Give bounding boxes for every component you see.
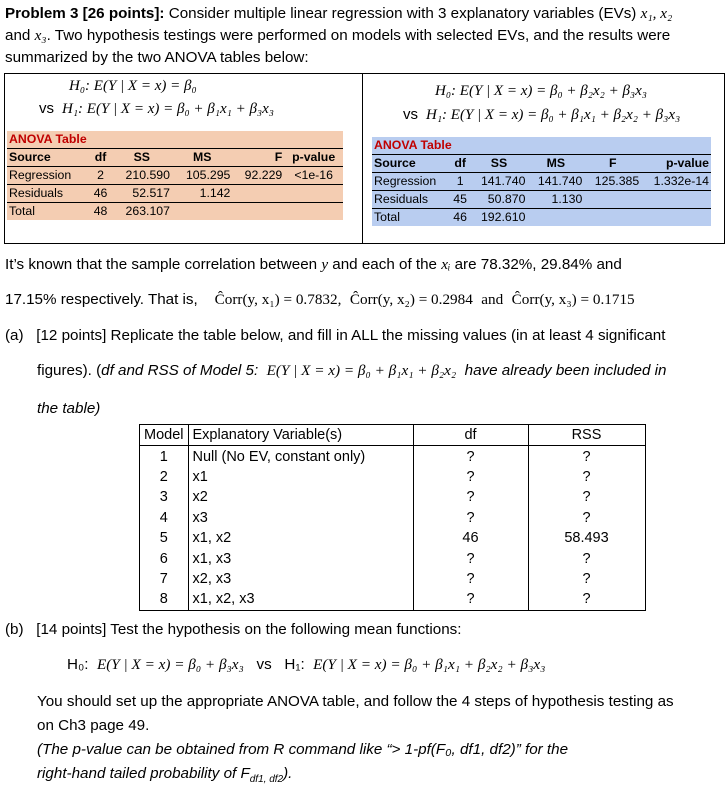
left-h1: H₁: E(Y | X = x) = β₀ + β₁x₁ + β₃x₃ xyxy=(62,101,275,117)
left-cell: 1.142 xyxy=(172,185,232,203)
model-ev: x1, x2 xyxy=(188,528,413,548)
part-b-label: (b) xyxy=(5,621,24,638)
model-df: 46 xyxy=(413,528,528,548)
left-cell: 46 xyxy=(90,185,112,203)
left-h0: H₀: E(Y | X = x) = β₀ xyxy=(69,78,197,94)
model-num: 7 xyxy=(140,569,189,589)
left-cell: 263.107 xyxy=(125,204,170,218)
right-cell: Total xyxy=(374,210,400,224)
table-row xyxy=(140,446,646,467)
model-num: 3 xyxy=(140,487,189,507)
left-head-f: F xyxy=(232,149,284,167)
part-b-h1: E(Y | X = x) = β₀ + β₁x₁ + β₂x₂ + β₃x₃ xyxy=(313,656,546,673)
left-head-df: df xyxy=(90,149,112,167)
model-ev: x2, x3 xyxy=(188,569,413,589)
model-head-df: df xyxy=(413,425,528,446)
right-cell: 50.870 xyxy=(471,191,528,209)
right-row-total xyxy=(372,209,711,227)
intro-line2-pre: and xyxy=(5,27,35,44)
right-cell: 1.130 xyxy=(527,191,584,209)
part-b-text: right-hand tailed probability of F xyxy=(37,765,250,782)
right-anova-panel xyxy=(363,74,724,243)
corr-text: It’s known that the sample correlation between xyxy=(5,256,322,273)
right-row-residuals xyxy=(372,191,711,209)
model-rss: ? xyxy=(528,467,645,487)
part-b-line4: on Ch3 page 49. xyxy=(37,717,150,734)
right-cell: 141.740 xyxy=(471,173,528,191)
table-row xyxy=(140,589,646,610)
correlation-line2 xyxy=(5,291,635,309)
left-cell: <1e-16 xyxy=(284,167,343,185)
part-b-h0: E(Y | X = x) = β₀ + β₃x₃ xyxy=(96,656,244,673)
left-cell xyxy=(232,185,284,203)
right-cell: Regression xyxy=(372,173,450,191)
model-num: 6 xyxy=(140,548,189,568)
part-b-h0-label: H₀: xyxy=(67,656,89,673)
left-head-ss: SS xyxy=(112,149,172,167)
left-row-total xyxy=(7,203,343,221)
left-cell: 210.590 xyxy=(112,167,172,185)
model-ev: x1, x3 xyxy=(188,548,413,568)
corr-c3: Ĉorr(y, x₃) = 0.1715 xyxy=(511,291,635,308)
model-rss: ? xyxy=(528,446,645,467)
part-b-hypotheses xyxy=(67,656,545,674)
left-cell xyxy=(284,185,343,203)
model-rss: ? xyxy=(528,487,645,507)
right-cell: 141.740 xyxy=(527,173,584,191)
anova-panels xyxy=(4,73,725,244)
intro-var-x3: x₃ xyxy=(34,27,47,44)
model-ev: Null (No EV, constant only) xyxy=(188,446,413,467)
right-anova-table xyxy=(372,137,711,226)
left-row-residuals xyxy=(7,185,343,203)
part-b-line6 xyxy=(37,765,292,785)
right-h0: H₀: E(Y | X = x) = β₀ + β₂x₂ + β₃x₃ xyxy=(435,83,648,99)
part-b-h1-label: H₁: xyxy=(284,656,305,673)
model-rss: ? xyxy=(528,589,645,610)
corr-y: y xyxy=(321,256,329,273)
model-table xyxy=(139,424,646,611)
corr-xi: xᵢ xyxy=(441,256,451,273)
right-cell: 1.332e-14 xyxy=(641,173,711,191)
right-vs: vs xyxy=(403,106,418,123)
left-cell: Total xyxy=(9,204,35,218)
right-cell xyxy=(527,209,584,227)
part-a-line3: the table) xyxy=(37,400,101,417)
right-head-df: df xyxy=(450,155,471,173)
right-cell xyxy=(584,209,641,227)
corr-text: and each of the xyxy=(328,256,442,273)
part-b-line1 xyxy=(5,621,461,638)
left-cell: 48 xyxy=(93,204,108,218)
right-anova-title: ANOVA Table xyxy=(372,137,711,155)
model-df: ? xyxy=(413,548,528,568)
model-num: 4 xyxy=(140,508,189,528)
intro-line2: . Two hypothesis testings were performed on models with selected EVs, and the results were xyxy=(46,27,671,44)
right-row-regression xyxy=(372,173,711,191)
problem-intro xyxy=(5,3,721,69)
correlation-line1 xyxy=(5,256,622,274)
part-a-label: (a) xyxy=(5,327,24,344)
right-cell xyxy=(641,191,711,209)
corr-c2: Ĉorr(y, x₂) = 0.2984 xyxy=(349,291,473,308)
right-cell xyxy=(641,209,711,227)
part-b-line3: You should set up the appropriate ANOVA table, and follow the 4 steps of hypothesis testing as xyxy=(37,693,674,710)
model-df: ? xyxy=(413,446,528,467)
table-row xyxy=(140,467,646,487)
model-df: ? xyxy=(413,508,528,528)
right-head-ss: SS xyxy=(471,155,528,173)
left-anova-panel xyxy=(5,74,362,243)
table-row xyxy=(140,569,646,589)
part-b-vs: vs xyxy=(256,656,272,673)
problem-title: Problem 3 [26 points]: xyxy=(5,5,165,22)
part-a-text: [12 points] Replicate the table below, and fill in ALL the missing values (in at least 4 significant xyxy=(36,327,666,344)
left-anova-table xyxy=(7,131,343,220)
left-h1-line xyxy=(39,100,274,118)
part-a-italic: have already been included in xyxy=(464,362,667,379)
model-ev: x1, x2, x3 xyxy=(188,589,413,610)
right-cell xyxy=(584,191,641,209)
left-cell: Residuals xyxy=(7,185,90,203)
corr-and: and xyxy=(481,291,504,308)
part-b-line5: (The p-value can be obtained from R command like “> 1-pf(F₀, df1, df2)” for the xyxy=(37,741,569,758)
model-num: 1 xyxy=(140,446,189,467)
table-row xyxy=(140,548,646,568)
model-rss: ? xyxy=(528,569,645,589)
left-cell xyxy=(172,203,232,221)
intro-line1: Consider multiple linear regression with 3 explanatory variables (EVs) xyxy=(164,5,641,22)
model-num: 5 xyxy=(140,528,189,548)
left-anova-title: ANOVA Table xyxy=(7,131,343,149)
model-ev: x3 xyxy=(188,508,413,528)
model-df: ? xyxy=(413,487,528,507)
part-a-line2 xyxy=(37,362,666,380)
table-row xyxy=(140,508,646,528)
right-head-source: Source xyxy=(372,155,450,173)
right-head-f: F xyxy=(584,155,641,173)
model-rss: ? xyxy=(528,508,645,528)
model-ev: x2 xyxy=(188,487,413,507)
left-cell: 2 xyxy=(90,167,112,185)
right-h1-line xyxy=(403,106,680,124)
corr-c1: Ĉorr(y, x₁) = 0.7832, xyxy=(214,291,342,308)
part-a-formula: E(Y | X = x) = β₀ + β₁x₁ + β₂x₂ xyxy=(266,362,457,379)
right-cell: 192.610 xyxy=(480,210,526,224)
model-num: 8 xyxy=(140,589,189,610)
model-df: ? xyxy=(413,467,528,487)
right-cell: 1 xyxy=(450,173,471,191)
corr-text: 17.15% respectively. That is, xyxy=(5,291,198,308)
model-rss: 58.493 xyxy=(528,528,645,548)
left-cell: Regression xyxy=(7,167,90,185)
part-b-subscript: df1, df2 xyxy=(249,774,284,786)
right-head-ms: MS xyxy=(527,155,584,173)
right-cell: Residuals xyxy=(372,191,450,209)
corr-text: are 78.32%, 29.84% and xyxy=(450,256,622,273)
model-head-model: Model xyxy=(140,425,189,446)
left-head-source: Source xyxy=(7,149,90,167)
left-cell xyxy=(232,203,284,221)
part-a-line1 xyxy=(5,327,665,344)
left-row-regression xyxy=(7,167,343,185)
right-head-pvalue: p-value xyxy=(641,155,711,173)
part-a-text: figures). ( xyxy=(37,362,102,379)
table-row xyxy=(140,487,646,507)
left-cell: 105.295 xyxy=(172,167,232,185)
left-cell xyxy=(284,203,343,221)
right-h1: H₁: E(Y | X = x) = β₀ + β₁x₁ + β₂x₂ + β₃x₃ xyxy=(426,107,681,123)
left-head-ms: MS xyxy=(172,149,232,167)
model-head-rss: RSS xyxy=(528,425,645,446)
model-rss: ? xyxy=(528,548,645,568)
model-df: ? xyxy=(413,569,528,589)
table-row xyxy=(140,528,646,548)
right-cell: 45 xyxy=(450,191,471,209)
right-cell: 125.385 xyxy=(584,173,641,191)
model-ev: x1 xyxy=(188,467,413,487)
model-num: 2 xyxy=(140,467,189,487)
left-cell: 92.229 xyxy=(232,167,284,185)
right-cell: 46 xyxy=(453,210,467,224)
intro-vars: x₁, x₂ xyxy=(640,5,673,22)
model-df: ? xyxy=(413,589,528,610)
left-cell: 52.517 xyxy=(112,185,172,203)
part-a-italic: df and RSS of Model 5: xyxy=(101,362,259,379)
part-b-text: [14 points] Test the hypothesis on the following mean functions: xyxy=(36,621,462,638)
left-head-pvalue: p-value xyxy=(284,149,343,167)
model-head-ev: Explanatory Variable(s) xyxy=(188,425,413,446)
part-b-text: ). xyxy=(283,765,293,782)
intro-line3: summarized by the two ANOVA tables below: xyxy=(5,49,309,66)
left-vs: vs xyxy=(39,100,54,117)
